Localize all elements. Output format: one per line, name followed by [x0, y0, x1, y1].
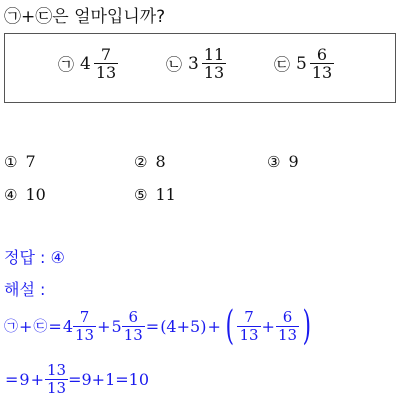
expl-fraction-4-den: 13 [277, 325, 298, 344]
question-text [4, 2, 165, 27]
expl-fraction-4-num: 6 [282, 307, 293, 326]
expl-line2-nine: 9 [19, 370, 30, 389]
choice-3[interactable] [267, 152, 299, 171]
expl-whole-1: 4 [62, 316, 73, 336]
item-c-numerator: 6 [316, 45, 328, 64]
expl-fraction-4 [276, 309, 299, 344]
expl-fraction-2 [122, 309, 145, 344]
choice-3-value: 9 [288, 152, 299, 171]
choice-4-value: 10 [25, 185, 46, 204]
expl-line2-plus: + [30, 370, 44, 389]
choice-1-mark: ① [4, 153, 18, 171]
choice-5-mark: ⑤ [134, 186, 148, 204]
answer-line [4, 245, 65, 268]
expl-fraction-2-den: 13 [123, 325, 143, 344]
item-a-denominator: 13 [95, 63, 117, 82]
expl-line2-fraction-num: 13 [47, 361, 67, 379]
expl-fraction-1 [73, 309, 96, 344]
item-c-label: ㉢ [274, 55, 291, 74]
choice-5[interactable] [134, 185, 176, 204]
answer-value: ④ [50, 248, 65, 267]
expl-fraction-3 [237, 309, 260, 344]
item-c [274, 46, 334, 81]
item-a [58, 46, 118, 81]
expl-right-paren: ) [302, 303, 312, 349]
item-b-label: ㉡ [166, 55, 183, 74]
choice-3-mark: ③ [267, 153, 281, 171]
choice-2[interactable] [134, 152, 166, 171]
expl-line2-fraction [45, 362, 68, 397]
circle-label-c: ㉢ [35, 7, 53, 27]
expl-fraction-1-den: 13 [75, 325, 95, 344]
choice-1[interactable] [4, 152, 36, 171]
explanation-line-2 [4, 362, 149, 397]
item-c-fraction [310, 46, 334, 81]
choice-4-mark: ④ [4, 186, 18, 204]
expl-line2-equals: = [5, 370, 19, 389]
expl-fraction-3-num: 7 [244, 307, 254, 326]
choice-2-value: 8 [155, 152, 166, 171]
expl-line2-rest: =9+1=10 [68, 370, 150, 389]
question-plus: + [21, 7, 36, 27]
question-body: 은 얼마입니까? [52, 7, 166, 27]
expl-line2-fraction-den: 13 [47, 379, 67, 397]
circle-label-a: ㉠ [4, 7, 21, 27]
expl-fraction-1-num: 7 [79, 307, 90, 326]
item-b-denominator: 13 [203, 63, 225, 82]
item-a-fraction [94, 46, 118, 81]
expl-circle-a: ㉠ [4, 319, 18, 335]
expl-whole-2: 5 [111, 316, 122, 336]
expl-plus-1: + [19, 316, 33, 336]
item-c-denominator: 13 [311, 63, 333, 82]
item-c-whole: 5 [296, 53, 307, 74]
answer-label: 정답 : [4, 248, 46, 267]
item-b-whole: 3 [188, 53, 199, 74]
expl-plus-4: + [261, 316, 275, 336]
expl-fraction-3-den: 13 [239, 325, 259, 344]
expl-plus-3: + [207, 316, 221, 336]
expl-equals-1: = [48, 316, 62, 336]
item-a-label: ㉠ [58, 55, 75, 74]
expl-group-whole: (4+5) [160, 316, 207, 336]
explanation-line-1 [4, 303, 315, 349]
item-a-numerator: 7 [100, 45, 112, 64]
explanation-title: 해설 : [4, 280, 46, 299]
expl-plus-2: + [97, 316, 111, 336]
choice-4[interactable] [4, 185, 46, 204]
choice-2-mark: ② [134, 153, 148, 171]
choice-5-value: 11 [155, 185, 176, 204]
expl-circle-c: ㉢ [33, 319, 48, 335]
expl-equals-2: = [145, 316, 160, 336]
item-b-numerator: 11 [203, 45, 225, 64]
item-b [166, 46, 226, 81]
expl-fraction-2-num: 6 [128, 307, 138, 326]
choice-1-value: 7 [25, 152, 36, 171]
expl-left-paren: ( [225, 303, 234, 349]
item-a-whole: 4 [80, 53, 91, 74]
item-b-fraction [202, 46, 226, 81]
